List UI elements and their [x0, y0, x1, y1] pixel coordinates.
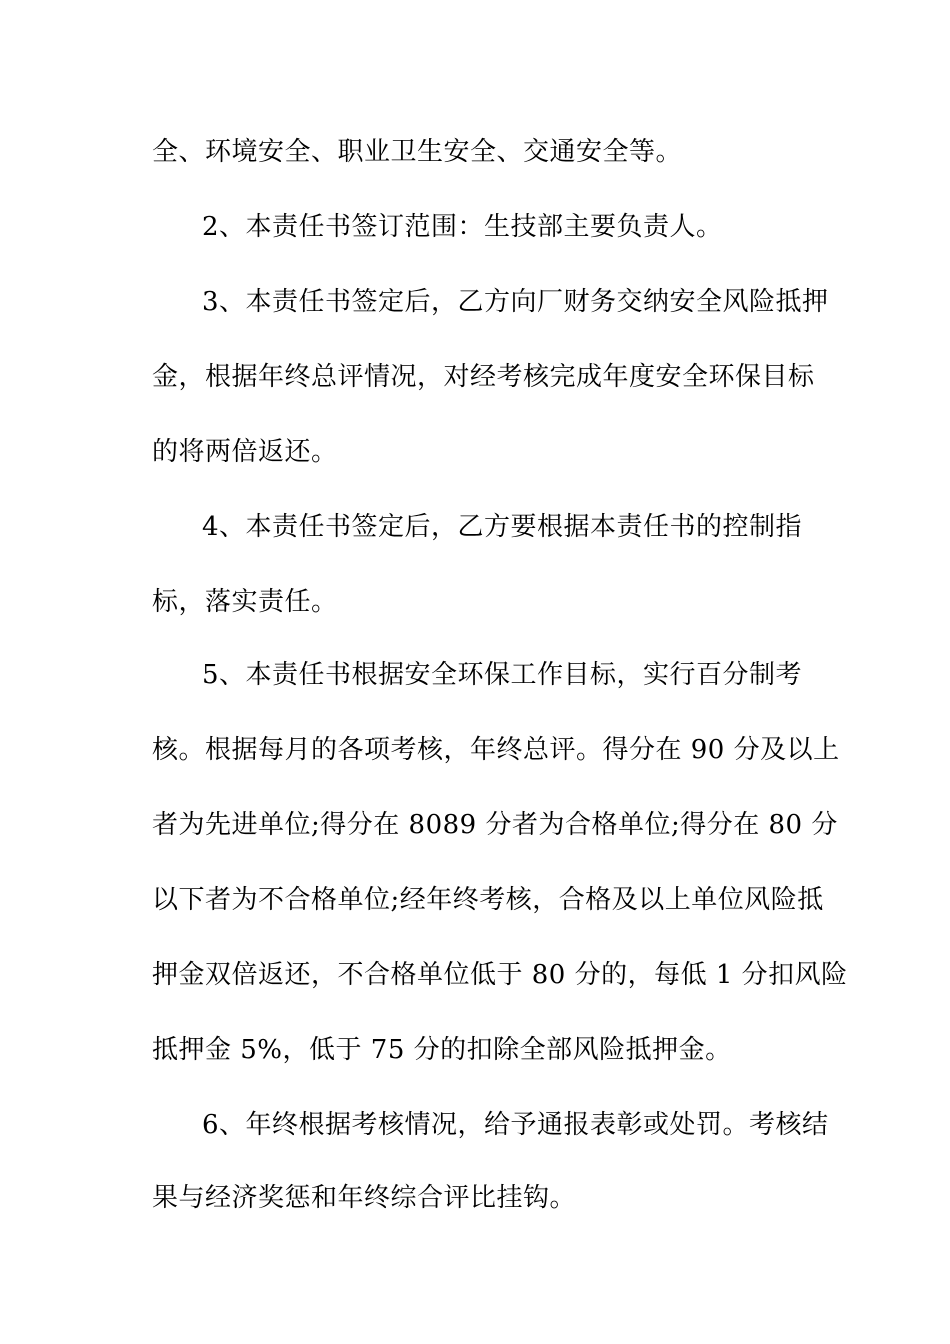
- text-line: 押金双倍返还，不合格单位低于 80 分的，每低 1 分扣风险: [152, 960, 848, 990]
- paragraph-5-line: 5、本责任书根据安全环保工作目标，实行百分制考: [202, 660, 803, 690]
- paragraph-4-line: 4、本责任书签定后，乙方要根据本责任书的控制指: [202, 512, 803, 542]
- text-line: 果与经济奖惩和年终综合评比挂钩。: [152, 1183, 577, 1213]
- text-line: 金，根据年终总评情况，对经考核完成年度安全环保目标: [152, 362, 815, 392]
- text-line: 核。根据每月的各项考核，年终总评。得分在 90 分及以上: [152, 735, 840, 765]
- paragraph-6-line: 6、年终根据考核情况，给予通报表彰或处罚。考核结: [202, 1110, 829, 1140]
- text-line: 全、环境安全、职业卫生安全、交通安全等。: [152, 137, 683, 167]
- paragraph-2-line: 2、本责任书签订范围：生技部主要负责人。: [202, 212, 723, 242]
- text-line: 标，落实责任。: [152, 587, 338, 617]
- paragraph-3-line: 3、本责任书签定后，乙方向厂财务交纳安全风险抵押: [202, 287, 829, 317]
- text-line: 抵押金 5%，低于 75 分的扣除全部风险抵押金。: [152, 1035, 732, 1065]
- text-line: 以下者为不合格单位;经年终考核，合格及以上单位风险抵: [152, 885, 824, 915]
- text-line: 的将两倍返还。: [152, 437, 338, 467]
- text-line: 者为先进单位;得分在 8089 分者为合格单位;得分在 80 分: [152, 810, 838, 840]
